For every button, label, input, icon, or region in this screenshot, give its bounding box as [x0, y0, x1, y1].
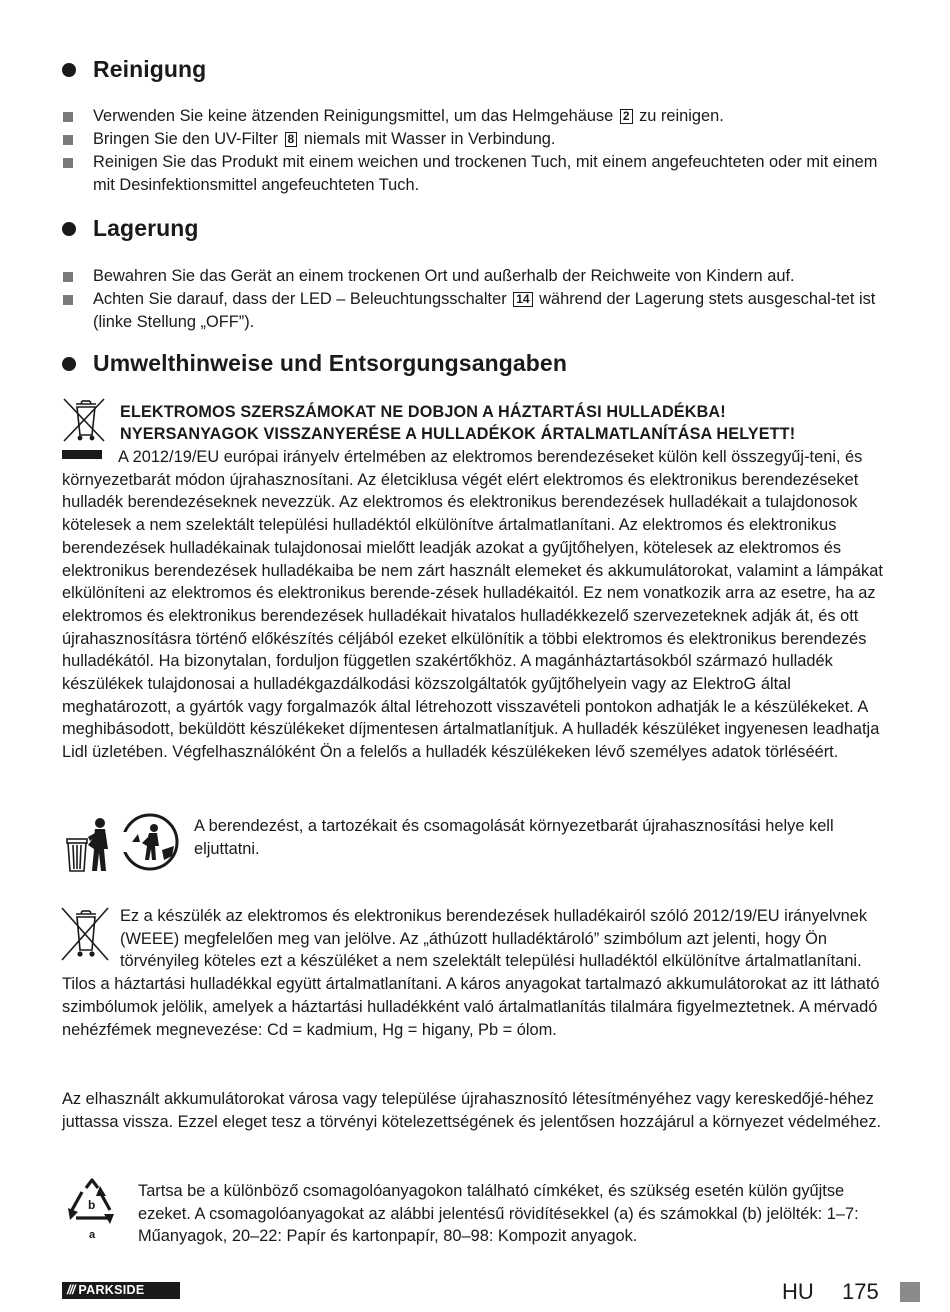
warning-heading	[120, 401, 900, 445]
square-bullet-icon	[63, 158, 73, 168]
square-bullet-icon	[63, 295, 73, 305]
battery-return-paragraph: Az elhasznált akkumulátorokat városa vagy települése újrahasznosító létesítményéhez vagy kereskedőjé-héhez juttassa vissza. Ezzel eleget tesz a törvényi kötelezettségének és jelentősen hozzájárul a környezet védelméhez.	[62, 1090, 882, 1131]
reinigung-list	[62, 105, 892, 197]
parkside-logo: /// PARKSIDE	[62, 1282, 180, 1299]
list-item: Reinigen Sie das Produkt mit einem weichen und trockenen Tuch, mit einem angefeuchteten oder mit einem mit Desinfektionsmittel angefeuchteten Tuch.	[62, 151, 892, 197]
packaging-paragraph: Tartsa be a különböző csomagolóanyagokon található címkéket, és szükség esetén külön gyűjtse ezeket. A csomagolóanyagokat az alábbi jelentésű rövidítésekkel (a) és számokkal (b) jelölték: 1–7: Műanyagok, 20–22: Papír és kartonpapír, 80–98: Kompozit anyagok.	[138, 1182, 859, 1246]
part-reference-badge: 14	[513, 292, 532, 307]
square-bullet-icon	[63, 112, 73, 122]
language-code: HU	[782, 1279, 814, 1304]
section-title: Lagerung	[93, 215, 199, 241]
brand-name: PARKSIDE	[78, 1283, 145, 1297]
section-heading-lagerung	[62, 215, 199, 242]
part-reference-badge: 8	[285, 132, 298, 147]
icon-wrap-spacer	[62, 905, 120, 967]
part-reference-badge: 2	[620, 109, 633, 124]
section-title: Reinigung	[93, 56, 207, 82]
page-number: 175	[842, 1279, 879, 1304]
heading-bullet-dot	[62, 222, 76, 236]
section-heading-umwelt	[62, 350, 567, 377]
separator-bar-icon	[62, 450, 102, 459]
person-trash-icon	[64, 815, 114, 875]
section-title: Umwelthinweise und Entsorgungsangaben	[93, 350, 567, 376]
page-marker-square	[900, 1282, 920, 1302]
square-bullet-icon	[63, 135, 73, 145]
heading-bullet-dot	[62, 63, 76, 77]
square-bullet-icon	[63, 272, 73, 282]
recycle-note-text: A berendezést, a tartozékait és csomagolását környezetbarát újrahasznosítási helye kell eljuttatni.	[194, 817, 834, 858]
recycling-triangle-icon	[64, 1178, 120, 1244]
heading-bullet-dot	[62, 357, 76, 371]
list-item: Achten Sie darauf, dass der LED – Beleuchtungsschalter 14 während der Lagerung stets ausgeschal-tet ist (linke Stellung „OFF”).	[62, 288, 892, 334]
warning-line-1: ELEKTROMOS SZERSZÁMOKAT NE DOBJON A HÁZTARTÁSI HULLADÉKBA!	[120, 403, 726, 421]
section-heading-reinigung	[62, 56, 206, 83]
warning-line-2: NYERSANYAGOK VISSZANYERÉSE A HULLADÉKOK ÁRTALMATLANÍTÁSA HELYETT!	[120, 425, 796, 443]
recycling-label-a: a	[89, 1229, 96, 1241]
eu-directive-paragraph: A 2012/19/EU európai irányelv értelmében az elektromos berendezéseket külön kell összegyűj-teni, és környezetbarát módon újrahasznosítani. Az életciklusa végét elért elektromos és elektronikus berendezéseket hulladék berendezéseknek nevezzük. Az elektromos és elektronikus berendezések hulladékait a tulajdonosok kötelesek a nem szelektált települési hulladéktól elkülönítve ártalmatlanítani. Az elektromos és elektronikus berendezések hulladékainak tulajdonosai mielőtt leadják azokat a gyűjtőhelyen, kötelesek az elektromos és elektronikus berendezések hulladékaiba be nem zárt használt elemeket és akkumulátorokat, valamint a lámpákat elkülöníteni az elektromos és elektronikus berende-zések hulladékaitól. Ez nem vonatkozik arra az esetre, ha az elektromos és elektronikus berendezések hulladékait hivatalos hulladékkezelő szervezeteknek adják át, és ott újrahasznosításra történő előkészítés céljából ezeket elkülönítik a többi elektromos és elektronikus berendezés hulladékától. Ha bizonytalan, forduljon független szakértőkhöz. A magánháztartásokból származó hulladék készülékek tulajdonosai a hulladékgazdálkodási közszolgáltatók gyűjtőhelyein vagy az ElektroG által meghatározott, a gyártók vagy forgalmazók által létrehozott visszavételi pontokon adhatják le a készülékeket. A meghibásodott, beküldött készülékeket díjmentesen ártalmatlanítjuk. A hulladék készüléket ingyenesen leadhatja Lidl üzletében. Végfelhasználóként Ön a felelős a hulladék készülékeken lévő személyes adatok törléséért.	[62, 448, 883, 762]
recycle-circle-icon	[118, 812, 184, 872]
weee-note-paragraph: Ez a készülék az elektromos és elektronikus berendezések hulladékairól szóló 2012/19/EU irányelvnek (WEEE) megfelelően meg van jelölve. Az „áthúzott hulladéktároló” szimbólum azt jelenti, hogy Ön törvényileg köteles ezt a készüléket a nem szelektált települési hulladéktól elkülönítve ártalmatlanítani. Tilos a háztartási hulladékkal együtt ártalmatlanítani. A káros anyagokat tartalmazó akkumulátorokat az itt látható szimbólumok jelölik, amelyek a háztartási hulladékként való ártalmatlanítás tilalmára figyelmeztetnek. A mérvadó nehézfémek megnevezése: Cd = kadmium, Hg = higany, Pb = ólom.	[62, 907, 880, 1039]
list-item: Verwenden Sie keine ätzenden Reinigungsmittel, um das Helmgehäuse 2 zu reinigen.	[62, 105, 892, 128]
list-item: Bringen Sie den UV-Filter 8 niemals mit Wasser in Verbindung.	[62, 128, 892, 151]
list-item: Bewahren Sie das Gerät an einem trockenen Ort und außerhalb der Reichweite von Kindern auf.	[62, 265, 892, 288]
lagerung-list	[62, 265, 892, 334]
crossed-bin-icon	[60, 397, 108, 443]
recycling-label-b: b	[88, 1198, 96, 1212]
